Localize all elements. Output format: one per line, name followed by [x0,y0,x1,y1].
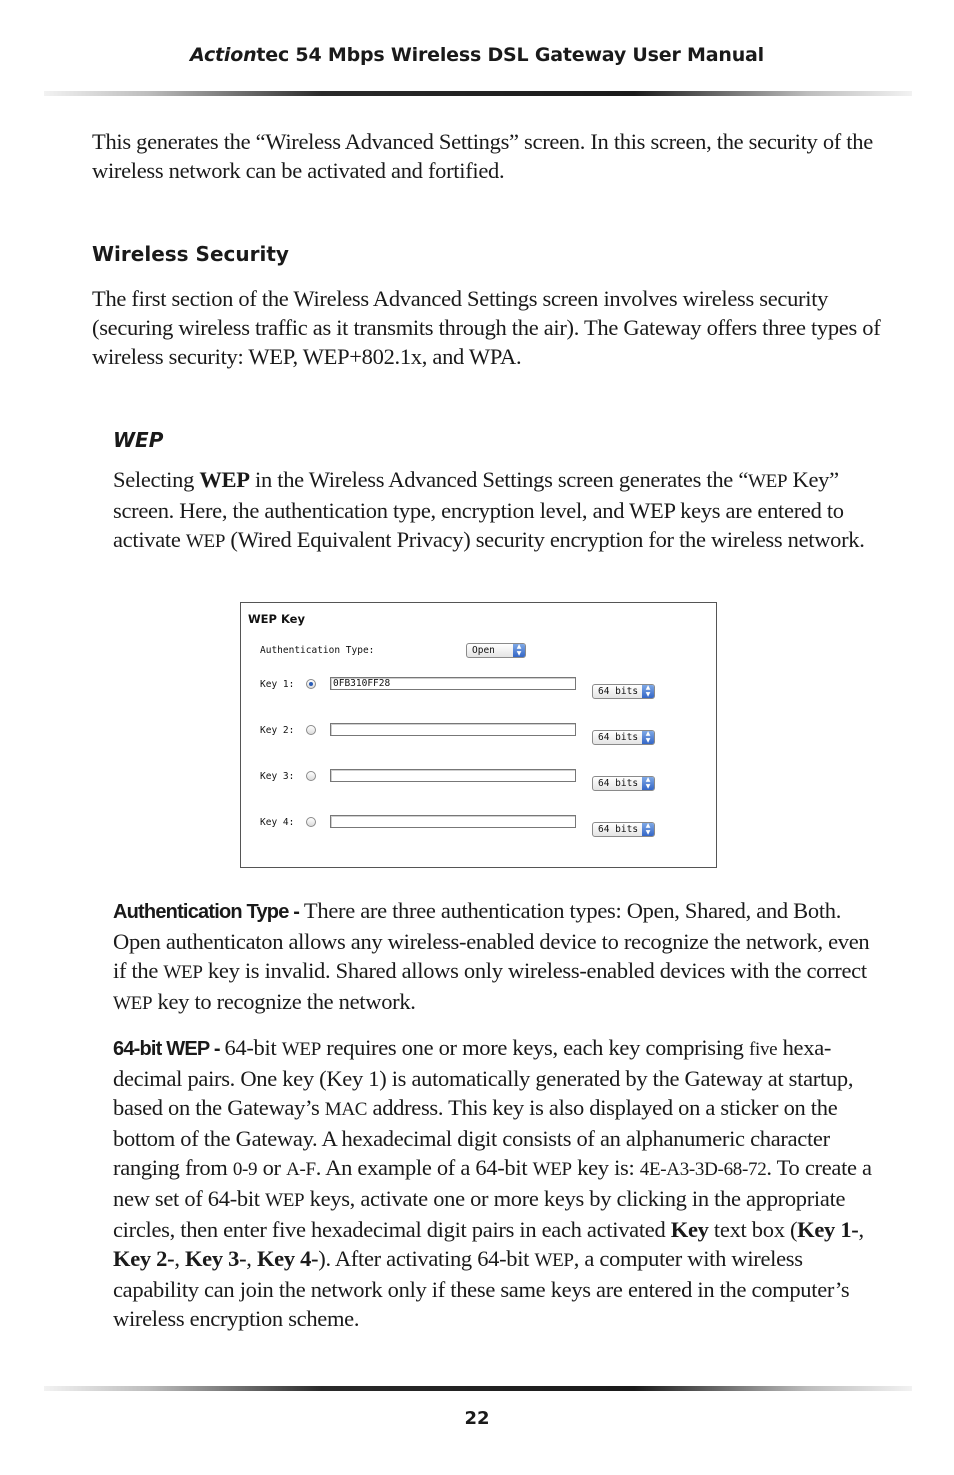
key1-label: Key 1: [260,679,295,690]
wep-paragraph: Selecting WEP in the Wireless Advanced Settings screen generates the “WEP Key” screen. Here, the authentication type, encryption level, and WEP keys are entered to activate WEP (Wired Equivalent Privacy) security encryption for the wireless network. [113,467,865,552]
key4-label: Key 4: [260,817,295,828]
key1-radio[interactable] [306,679,316,689]
select-arrows-icon: ▲ ▼ [642,685,654,698]
key2-bits-select[interactable]: 64 bits ▲ ▼ [592,730,655,745]
key1-bits-select[interactable]: 64 bits ▲ ▼ [592,684,655,699]
wireless-security-paragraph: The first section of the Wireless Advanced Settings screen involves wireless security (securing wireless traffic as it transmits through the air). The Gateway offers three types of wireless security: WEP, WEP+802.1x, and WPA. [92,286,881,369]
key4-input[interactable] [330,815,576,828]
key1-input[interactable]: 0FB310FF28 [330,677,576,690]
64bit-wep-runin: 64-bit WEP - [113,1038,225,1060]
64bit-wep-paragraph: 64-bit WEP - 64-bit WEP requires one or more keys, each key comprising five hexa-decimal pairs. One key (Key 1) is automatically generated by the Gateway at startup, based on the Gateway’s MAC address. This key is also displayed on a sticker on the bottom of the Gateway. A hexadecimal digit consists of an alphanumeric character ranging from 0-9 or A-F. An example of a 64-bit WEP key is: 4E-A3-3D-68-72. To create a new set of 64-bit WEP keys, activate one or more keys by clicking in the appropriate circles, then enter five hexadecimal digit pairs in each activated Key text box (Key 1-, Key 2-, Key 3-, Key 4-). After activating 64-bit WEP, a computer with wireless capability can join the network only if these same keys are entered in the computer’s wireless encryption scheme. [113,1035,872,1331]
key4-bits-select[interactable]: 64 bits ▲ ▼ [592,822,655,837]
key3-input[interactable] [330,769,576,782]
auth-type-label: Authentication Type: [260,645,375,656]
header-rule [44,91,912,96]
header-title-text: tec 54 Mbps Wireless DSL Gateway User Manual [256,44,764,66]
footer-rule [44,1386,912,1391]
key4-radio[interactable] [306,817,316,827]
page-number: 22 [464,1408,490,1429]
key3-label: Key 3: [260,771,295,782]
wep-heading: WEP [113,428,164,452]
auth-type-select[interactable]: Open ▲ ▼ [466,643,526,658]
select-arrows-icon: ▲ ▼ [642,731,654,744]
auth-type-runin: Authentication Type - [113,901,304,923]
key2-radio[interactable] [306,725,316,735]
header-brand: Action [190,44,257,66]
intro-paragraph: This generates the “Wireless Advanced Settings” screen. In this screen, the security of the wireless network can be activated and fortified. [92,129,873,183]
panel-title: WEP Key [248,612,305,626]
select-arrows-icon: ▲ ▼ [642,823,654,836]
auth-type-paragraph: Authentication Type - There are three authentication types: Open, Shared, and Both. Open authenticaton allows any wireless-enabled device to recognize the network, even if the WEP key is invalid. Shared allows only wireless-enabled devices with the correct WEP key to recognize the network. [113,898,870,1014]
key2-label: Key 2: [260,725,295,736]
wireless-security-heading: Wireless Security [92,242,289,266]
select-arrows-icon: ▲ ▼ [513,644,525,657]
key3-bits-select[interactable]: 64 bits ▲ ▼ [592,776,655,791]
select-arrows-icon: ▲ ▼ [642,777,654,790]
key2-input[interactable] [330,723,576,736]
running-header [0,44,954,66]
wep-key-screenshot [240,602,717,868]
key3-radio[interactable] [306,771,316,781]
